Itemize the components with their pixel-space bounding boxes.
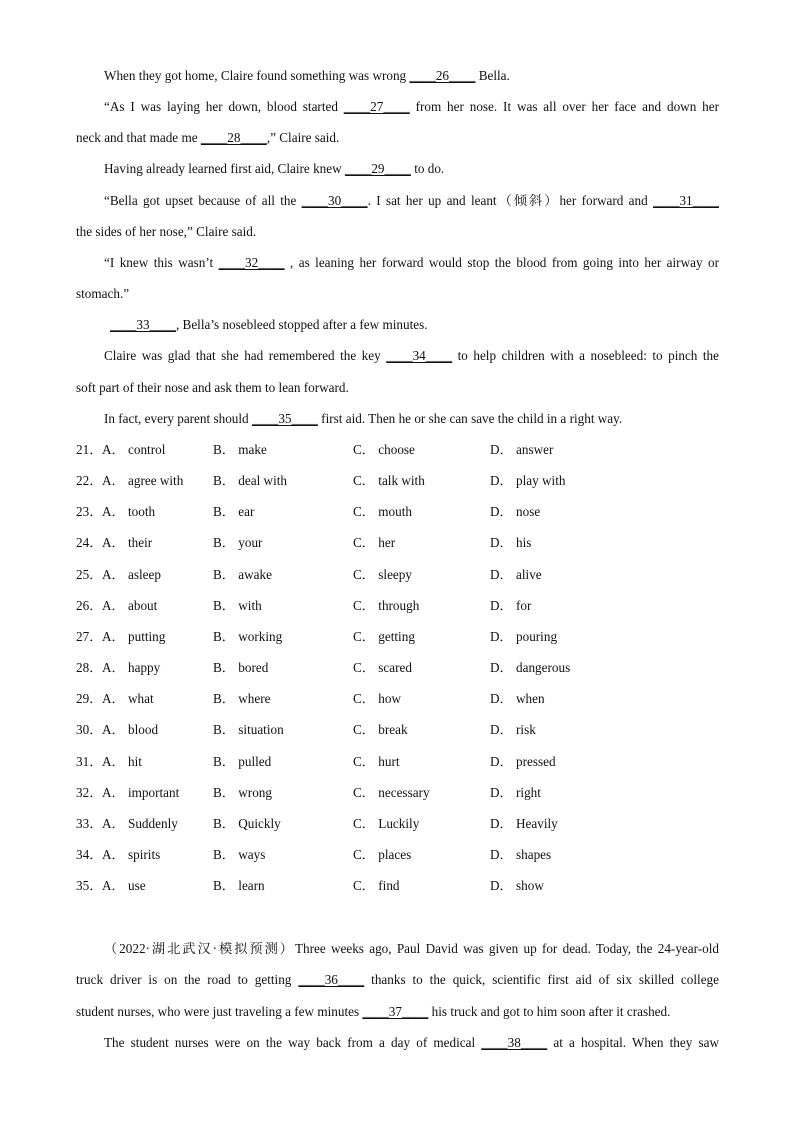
option-b: B． situation: [213, 722, 284, 737]
text: Having already learned first aid, Claire knew: [104, 161, 345, 176]
question-row: [76, 720, 716, 740]
blank-29: ____29____: [344, 161, 411, 176]
question-row: [76, 502, 716, 522]
option-c: C． her: [353, 535, 396, 550]
source-label: （2022·湖北武汉·模拟预测）: [104, 941, 295, 956]
option-a: A． about: [102, 598, 158, 613]
text: . I sat her up and leant（倾斜）her forward and: [367, 193, 654, 208]
option-d: D． shapes: [490, 847, 552, 862]
question-row: [76, 689, 716, 709]
question-number: 34．: [76, 847, 103, 862]
option-a: A． their: [102, 535, 153, 550]
text: The student nurses were on the way back from a day of medical: [104, 1035, 482, 1050]
option-b: B． make: [213, 442, 267, 457]
option-a: A． spirits: [102, 847, 161, 862]
option-d: D． for: [490, 598, 532, 613]
text: the sides of her nose,” Claire said.: [76, 224, 257, 239]
blank-27: ____27____: [343, 99, 410, 114]
paragraph-line: [76, 1002, 719, 1022]
option-c: C． choose: [353, 442, 415, 457]
text: , as leaning her forward would stop the blood from going into her airway or: [284, 255, 719, 270]
question-number: 23．: [76, 504, 103, 519]
option-c: C． getting: [353, 629, 415, 644]
text: “As I was laying her down, blood started: [104, 99, 344, 114]
option-a: A． agree with: [102, 473, 184, 488]
paragraph-line: [104, 346, 719, 366]
option-b: B． where: [213, 691, 271, 706]
text: his truck and got to him soon after it crashed.: [428, 1004, 671, 1019]
text: stomach.”: [76, 286, 130, 301]
question-row: [76, 752, 716, 772]
option-c: C． break: [353, 722, 408, 737]
question-number: 30．: [76, 722, 103, 737]
paragraph-line: [76, 378, 719, 398]
option-d: D． his: [490, 535, 532, 550]
text: , Bella’s nosebleed stopped after a few minutes.: [175, 317, 428, 332]
paragraph-line: [104, 66, 719, 86]
option-c: C． how: [353, 691, 401, 706]
paragraph-line: [104, 97, 719, 117]
option-c: C． Luckily: [353, 816, 420, 831]
option-d: D． risk: [490, 722, 536, 737]
text: ,” Claire said.: [266, 130, 340, 145]
question-row: [76, 596, 716, 616]
text: neck and that made me: [76, 130, 201, 145]
paragraph-line: [104, 409, 719, 429]
question-row: [76, 814, 716, 834]
question-row: [76, 658, 716, 678]
option-c: C． talk with: [353, 473, 425, 488]
text: “Bella got upset because of all the: [104, 193, 302, 208]
option-c: C． sleepy: [353, 567, 412, 582]
option-d: D． when: [490, 691, 545, 706]
option-b: B． your: [213, 535, 263, 550]
text: to do.: [410, 161, 445, 176]
blank-38: ____38____: [481, 1035, 548, 1050]
option-c: C． hurt: [353, 754, 400, 769]
text: student nurses, who were just traveling a few minutes: [76, 1004, 363, 1019]
option-d: D． alive: [490, 567, 542, 582]
text: Claire was glad that she had remembered the key: [104, 348, 387, 363]
option-d: D． nose: [490, 504, 541, 519]
option-b: B． awake: [213, 567, 272, 582]
question-number: 32．: [76, 785, 103, 800]
option-b: B． deal with: [213, 473, 287, 488]
blank-26: ____26____: [409, 68, 476, 83]
blank-33: ____33____: [110, 317, 176, 332]
paragraph-line: [104, 191, 719, 211]
option-b: B． bored: [213, 660, 269, 675]
text: first aid. Then he or she can save the child in a right way.: [317, 411, 623, 426]
text: soft part of their nose and ask them to lean forward.: [76, 380, 349, 395]
option-a: A． putting: [102, 629, 166, 644]
paragraph-line: [76, 970, 719, 990]
option-a: A． important: [102, 785, 180, 800]
option-c: C． places: [353, 847, 412, 862]
text: to help children with a nosebleed: to pinch the: [452, 348, 719, 363]
option-a: A． Suddenly: [102, 816, 178, 831]
question-number: 26．: [76, 598, 103, 613]
paragraph-line: [110, 315, 719, 335]
paragraph-line: [76, 284, 719, 304]
question-row: [76, 471, 716, 491]
option-d: D． Heavily: [490, 816, 558, 831]
option-c: C． mouth: [353, 504, 412, 519]
question-number: 31．: [76, 754, 103, 769]
option-a: A． tooth: [102, 504, 156, 519]
text: Bella.: [475, 68, 510, 83]
blank-35: ____35____: [251, 411, 318, 426]
option-b: B． Quickly: [213, 816, 281, 831]
option-c: C． scared: [353, 660, 412, 675]
question-number: 29．: [76, 691, 103, 706]
text: Three weeks ago, Paul David was given up for dead. Today, the 24-year-old: [294, 941, 719, 956]
text: truck driver is on the road to getting: [76, 972, 299, 987]
option-b: B． working: [213, 629, 283, 644]
question-row: [76, 533, 716, 553]
option-a: A． happy: [102, 660, 161, 675]
question-number: 35．: [76, 878, 103, 893]
paragraph-line: [104, 939, 719, 959]
option-a: A． blood: [102, 722, 159, 737]
option-d: D． answer: [490, 442, 554, 457]
option-a: A． use: [102, 878, 146, 893]
question-row: [76, 845, 716, 865]
option-a: A． control: [102, 442, 166, 457]
option-d: D． pouring: [490, 629, 558, 644]
blank-37: ____37____: [362, 1004, 429, 1019]
option-d: D． show: [490, 878, 544, 893]
option-b: B． with: [213, 598, 262, 613]
text: “I knew this wasn’t: [104, 255, 219, 270]
question-row: [76, 565, 716, 585]
option-b: B． wrong: [213, 785, 272, 800]
option-a: A． what: [102, 691, 154, 706]
text: at a hospital. When they saw: [547, 1035, 719, 1050]
option-c: C． find: [353, 878, 400, 893]
text: When they got home, Claire found something was wrong: [104, 68, 410, 83]
blank-28: ____28____: [200, 130, 267, 145]
text: from her nose. It was all over her face and down her: [409, 99, 719, 114]
option-d: D． right: [490, 785, 541, 800]
option-b: B． ear: [213, 504, 255, 519]
blank-34: ____34____: [386, 348, 453, 363]
question-number: 21．: [76, 442, 103, 457]
option-d: D． play with: [490, 473, 566, 488]
text: In fact, every parent should: [104, 411, 252, 426]
question-row: [76, 627, 716, 647]
paragraph-line: [104, 1033, 719, 1053]
option-b: B． learn: [213, 878, 265, 893]
option-b: B． ways: [213, 847, 266, 862]
paragraph-line: [104, 253, 719, 273]
option-a: A． hit: [102, 754, 142, 769]
question-row: [76, 876, 716, 896]
blank-30: ____30____: [301, 193, 368, 208]
question-row: [76, 783, 716, 803]
question-row: [76, 440, 716, 460]
blank-32: ____32____: [218, 255, 285, 270]
option-c: C． through: [353, 598, 420, 613]
question-number: 22．: [76, 473, 103, 488]
question-number: 25．: [76, 567, 103, 582]
option-d: D． pressed: [490, 754, 556, 769]
question-number: 27．: [76, 629, 103, 644]
option-d: D． dangerous: [490, 660, 571, 675]
blank-36: ____36____: [298, 972, 365, 987]
question-number: 28．: [76, 660, 103, 675]
question-number: 24．: [76, 535, 103, 550]
text: thanks to the quick, scientific first aid of six skilled college: [364, 972, 719, 987]
option-b: B． pulled: [213, 754, 272, 769]
paragraph-line: [76, 128, 719, 148]
blank-31: ____31____: [653, 193, 719, 208]
question-number: 33．: [76, 816, 103, 831]
paragraph-line: [76, 222, 719, 242]
option-a: A． asleep: [102, 567, 161, 582]
option-c: C． necessary: [353, 785, 430, 800]
paragraph-line: [104, 159, 719, 179]
